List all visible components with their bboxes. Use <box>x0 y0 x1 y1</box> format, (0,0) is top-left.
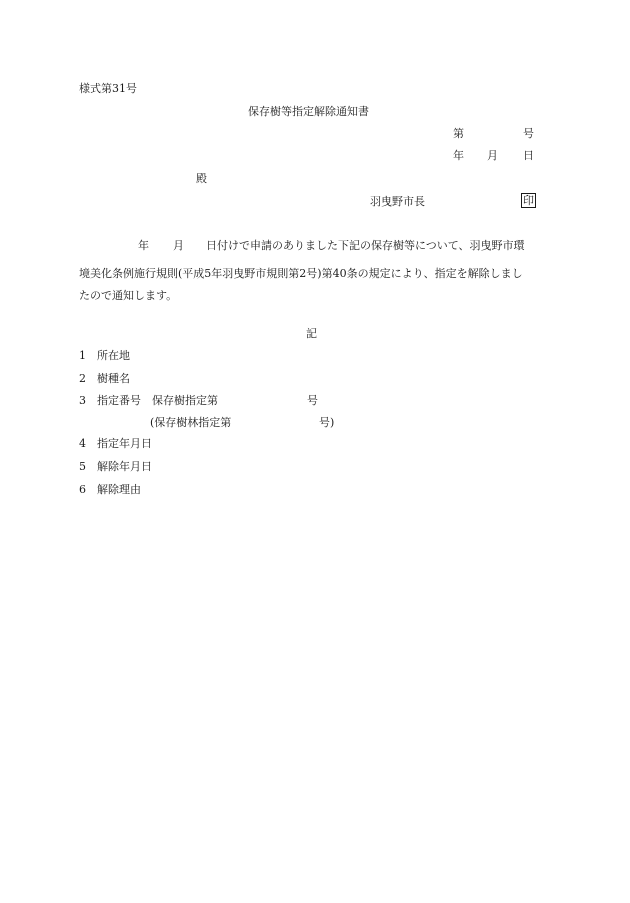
application-month-label: 月 <box>173 239 184 252</box>
date-month-label: 月 <box>487 149 498 162</box>
item-label: 樹種名 <box>97 372 130 385</box>
body-line-2: 境美化条例施行規則(平成5年羽曳野市規則第2号)第40条の規定により、指定を解除しまし <box>79 266 523 280</box>
item-number: 1 <box>79 349 86 362</box>
date-year-label: 年 <box>453 149 464 162</box>
body-paragraph <box>79 240 549 308</box>
item-number: 6 <box>79 483 86 496</box>
application-year-label: 年 <box>138 239 149 252</box>
item-number: 5 <box>79 460 86 473</box>
number-prefix: 第 <box>453 127 464 140</box>
body-line-1: 日付けで申請のありました下記の保存樹等について、羽曳野市環 <box>206 239 525 252</box>
item-label: 指定番号 保存樹指定第 <box>97 394 218 407</box>
form-number: 様式第31号 <box>79 82 137 95</box>
number-suffix: 号 <box>523 127 534 140</box>
seal-mark: 印 <box>523 194 534 207</box>
body-line-placeholder <box>79 240 549 263</box>
item3-forest-designation: (保存樹林指定第 <box>150 416 232 429</box>
item-label: 解除理由 <box>97 483 141 496</box>
list-item <box>79 350 130 361</box>
item-number: 4 <box>79 437 86 450</box>
list-item <box>79 484 141 495</box>
item3-number-suffix: 号 <box>307 394 318 407</box>
body-line-3: たので通知します。 <box>79 289 178 302</box>
list-item <box>79 461 152 472</box>
item-label: 指定年月日 <box>97 437 152 450</box>
list-item <box>79 438 152 449</box>
list-item <box>79 373 130 384</box>
item-label: 解除年月日 <box>97 460 152 473</box>
list-item <box>79 395 218 406</box>
item3-forest-number-suffix: 号) <box>319 416 335 429</box>
document-title: 保存樹等指定解除通知書 <box>248 105 369 118</box>
item-number: 3 <box>79 394 86 407</box>
date-day-label: 日 <box>523 149 534 162</box>
addressee-honorific: 殿 <box>196 172 207 185</box>
item-number: 2 <box>79 372 86 385</box>
ki-heading: 記 <box>306 327 317 340</box>
item-label: 所在地 <box>97 349 130 362</box>
issuer-name: 羽曳野市長 <box>370 195 425 208</box>
